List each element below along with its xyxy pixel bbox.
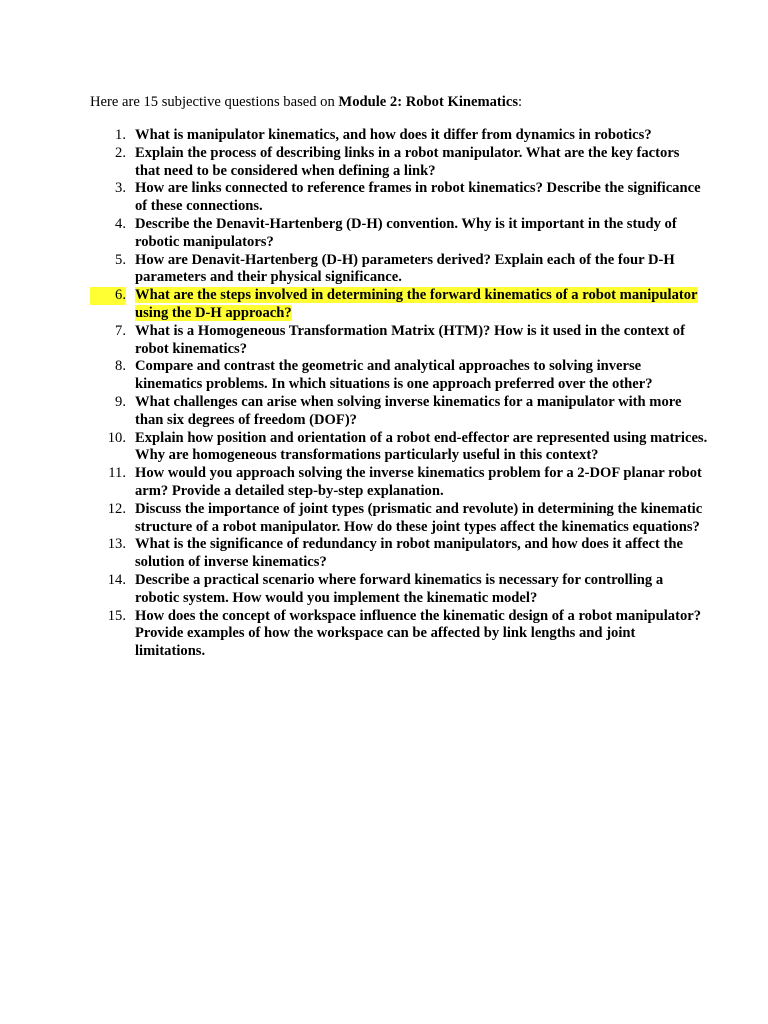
question-text: What challenges can arise when solving inverse kinematics for a manipulator with more than six degrees of freedom (DOF)?	[135, 393, 682, 428]
question-number: 10.	[107, 429, 126, 446]
question-text: What is the significance of redundancy in robot manipulators, and how does it affect the solution of inverse kinematics?	[135, 536, 683, 571]
question-text: How are Denavit-Hartenberg (D-H) parameters derived? Explain each of the four D-H parameters and their physical significance.	[135, 251, 675, 286]
question-text: What are the steps involved in determining the forward kinematics of a robot manipulator using the D-H approach?	[135, 287, 698, 321]
question-number: 2.	[115, 144, 126, 161]
question-text: How are links connected to reference frames in robot kinematics? Describe the significance of these connections.	[135, 180, 701, 215]
question-number: 15.	[107, 607, 126, 624]
question-item	[90, 216, 708, 252]
question-number: 12.	[107, 500, 126, 517]
intro-prefix: Here are 15 subjective questions based on	[90, 94, 339, 110]
question-number: 6.	[90, 287, 126, 305]
question-text: What is manipulator kinematics, and how does it differ from dynamics in robotics?	[135, 127, 652, 143]
question-text: How would you approach solving the inverse kinematics problem for a 2-DOF planar robot arm? Provide a detailed step-by-step explanation.	[135, 465, 702, 499]
question-number: 13.	[107, 536, 126, 553]
question-number: 7.	[115, 322, 126, 339]
intro-paragraph	[90, 93, 708, 111]
question-text: Describe the Denavit-Hartenberg (D-H) convention. Why is it important in the study of robotic manipulators?	[135, 215, 677, 250]
question-number: 5.	[115, 251, 126, 268]
question-item	[90, 323, 708, 359]
question-text: What is a Homogeneous Transformation Matrix (HTM)? How is it used in the context of robot kinematics?	[135, 322, 685, 357]
question-text: Describe a practical scenario where forward kinematics is necessary for controlling a robotic system. How would you implement the kinematic model?	[135, 571, 664, 606]
question-number: 14.	[107, 571, 126, 588]
question-item	[90, 287, 708, 323]
question-item	[90, 252, 708, 288]
module-title: Module 2: Robot Kinematics	[338, 94, 518, 110]
question-item	[90, 608, 708, 661]
question-item	[90, 145, 708, 181]
question-item	[90, 127, 708, 145]
question-number: 4.	[115, 215, 126, 232]
intro-suffix: :	[518, 94, 523, 110]
question-item	[90, 501, 708, 537]
question-number: 8.	[115, 358, 126, 375]
question-item	[90, 572, 708, 608]
question-item	[90, 394, 708, 430]
question-number: 1.	[115, 127, 126, 143]
question-text: Explain the process of describing links in a robot manipulator. What are the key factors that need to be considered when defining a link?	[135, 144, 680, 179]
question-text: How does the concept of workspace influence the kinematic design of a robot manipulator? Provide examples of how the workspace can be affected by link lengths and joint limitations.	[135, 607, 702, 660]
question-item	[90, 358, 708, 394]
question-list	[90, 127, 708, 661]
question-number: 9.	[115, 393, 126, 410]
question-item	[90, 536, 708, 572]
question-number: 11.	[108, 465, 126, 482]
question-item	[90, 180, 708, 216]
question-text: Compare and contrast the geometric and analytical approaches to solving inverse kinematics problems. In which situations is one approach preferred over the other?	[135, 358, 653, 393]
question-text: Discuss the importance of joint types (prismatic and revolute) in determining the kinematic structure of a robot manipulator. How do these joint types affect the kinematics equations?	[135, 500, 703, 535]
question-text: Explain how position and orientation of a robot end-effector are represented using matrices. Why are homogeneous transformations particularly useful in this context?	[135, 429, 708, 464]
question-item	[90, 430, 708, 466]
question-item	[90, 465, 708, 501]
question-number: 3.	[115, 180, 126, 197]
